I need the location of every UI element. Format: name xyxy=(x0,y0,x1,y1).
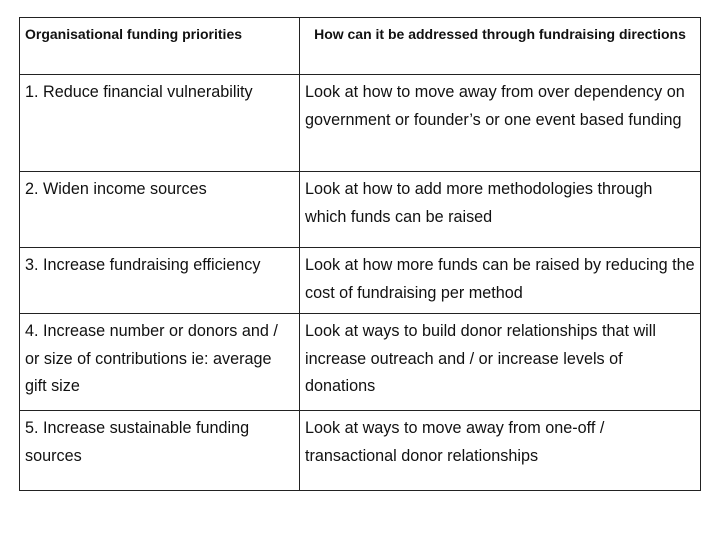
table-row xyxy=(20,172,701,248)
priority-cell: 2. Widen income sources xyxy=(20,172,300,248)
priority-cell: 5. Increase sustainable funding sources xyxy=(20,411,300,491)
priority-cell: 4. Increase number or donors and / or size of contributions ie: average gift size xyxy=(20,314,300,411)
table-header-row xyxy=(20,18,701,75)
direction-cell: Look at ways to move away from one-off / transactional donor relationships xyxy=(300,411,701,491)
table-row xyxy=(20,314,701,411)
priority-cell: 3. Increase fundraising efficiency xyxy=(20,248,300,314)
table-row xyxy=(20,411,701,491)
column-header-directions: How can it be addressed through fundraising directions xyxy=(300,18,701,75)
direction-cell: Look at how to move away from over dependency on government or founder’s or one event based funding xyxy=(300,75,701,172)
column-header-priorities: Organisational funding priorities xyxy=(20,18,300,75)
direction-cell: Look at how to add more methodologies through which funds can be raised xyxy=(300,172,701,248)
direction-cell: Look at how more funds can be raised by reducing the cost of fundraising per method xyxy=(300,248,701,314)
priority-cell: 1. Reduce financial vulnerability xyxy=(20,75,300,172)
funding-priorities-table xyxy=(19,17,701,491)
table-row xyxy=(20,75,701,172)
table-row xyxy=(20,248,701,314)
direction-cell: Look at ways to build donor relationships that will increase outreach and / or increase levels of donations xyxy=(300,314,701,411)
